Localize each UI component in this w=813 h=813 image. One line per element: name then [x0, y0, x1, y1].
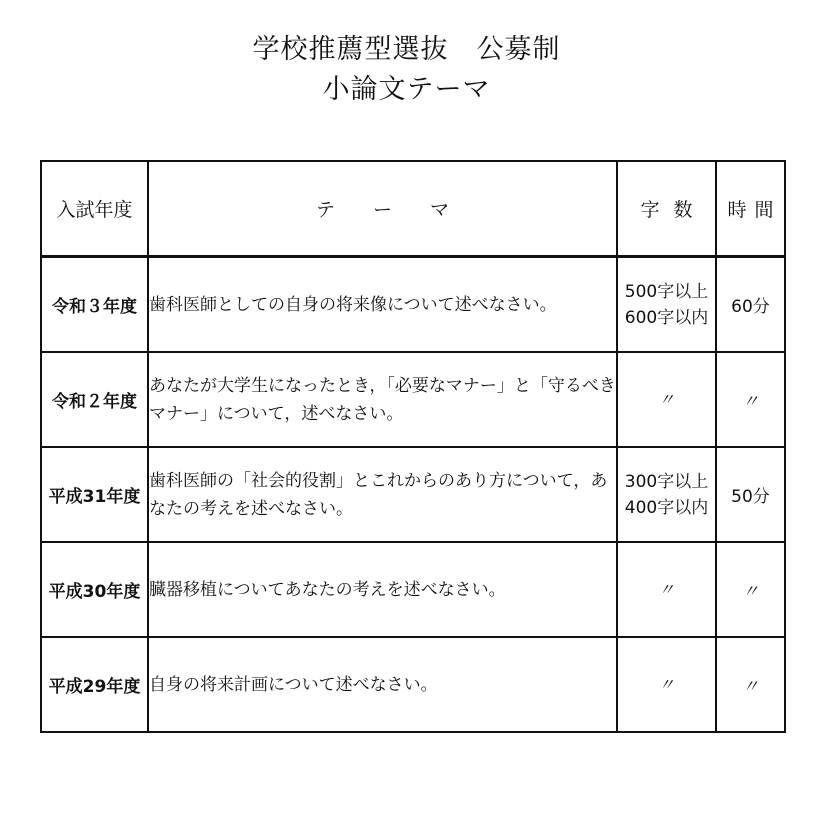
theme-cell: 自身の将来計画について述べなさい。 — [148, 637, 617, 732]
header-theme: テーマ — [148, 161, 617, 257]
time-cell: 〃 — [716, 352, 785, 447]
char-count-cell — [617, 447, 716, 542]
table-row — [41, 637, 785, 732]
header-count: 字数 — [617, 161, 716, 257]
header-time: 時間 — [716, 161, 785, 257]
char-count-min: 500字以上 — [624, 281, 709, 302]
theme-cell: 歯科医師の「社会的役割」とこれからのあり方について，あなたの考えを述べなさい。 — [148, 447, 617, 542]
theme-cell: あなたが大学生になったとき，「必要なマナー」と「守るべきマナー」について，述べなさい。 — [148, 352, 617, 447]
page-header — [0, 30, 813, 110]
time-cell: 〃 — [716, 542, 785, 637]
table-row — [41, 447, 785, 542]
year-cell: 令和３年度 — [41, 257, 148, 353]
ditto-mark: 〃 — [658, 579, 675, 599]
char-count-min: 300字以上 — [624, 471, 709, 492]
year-cell: 令和２年度 — [41, 352, 148, 447]
char-count-max: 600字以内 — [624, 307, 709, 328]
page-title: 学校推薦型選抜 公募制 — [252, 34, 561, 65]
year-cell: 平成30年度 — [41, 542, 148, 637]
char-count-cell — [617, 352, 716, 447]
theme-cell: 臓器移植についてあなたの考えを述べなさい。 — [148, 542, 617, 637]
char-count-cell — [617, 257, 716, 353]
theme-cell: 歯科医師としての自身の将来像について述べなさい。 — [148, 257, 617, 353]
essay-theme-table — [40, 160, 786, 733]
table-row — [41, 542, 785, 637]
time-cell: 60分 — [716, 257, 785, 353]
table-row — [41, 352, 785, 447]
ditto-mark: 〃 — [658, 389, 675, 409]
ditto-mark: 〃 — [658, 674, 675, 694]
time-cell: 50分 — [716, 447, 785, 542]
table-row — [41, 257, 785, 353]
char-count-cell — [617, 637, 716, 732]
char-count-cell — [617, 542, 716, 637]
year-cell: 平成29年度 — [41, 637, 148, 732]
time-cell: 〃 — [716, 637, 785, 732]
year-cell: 平成31年度 — [41, 447, 148, 542]
table-header-row — [41, 161, 785, 257]
header-year: 入試年度 — [41, 161, 148, 257]
page-subtitle: 小論文テーマ — [322, 74, 491, 105]
char-count-max: 400字以内 — [624, 497, 709, 518]
